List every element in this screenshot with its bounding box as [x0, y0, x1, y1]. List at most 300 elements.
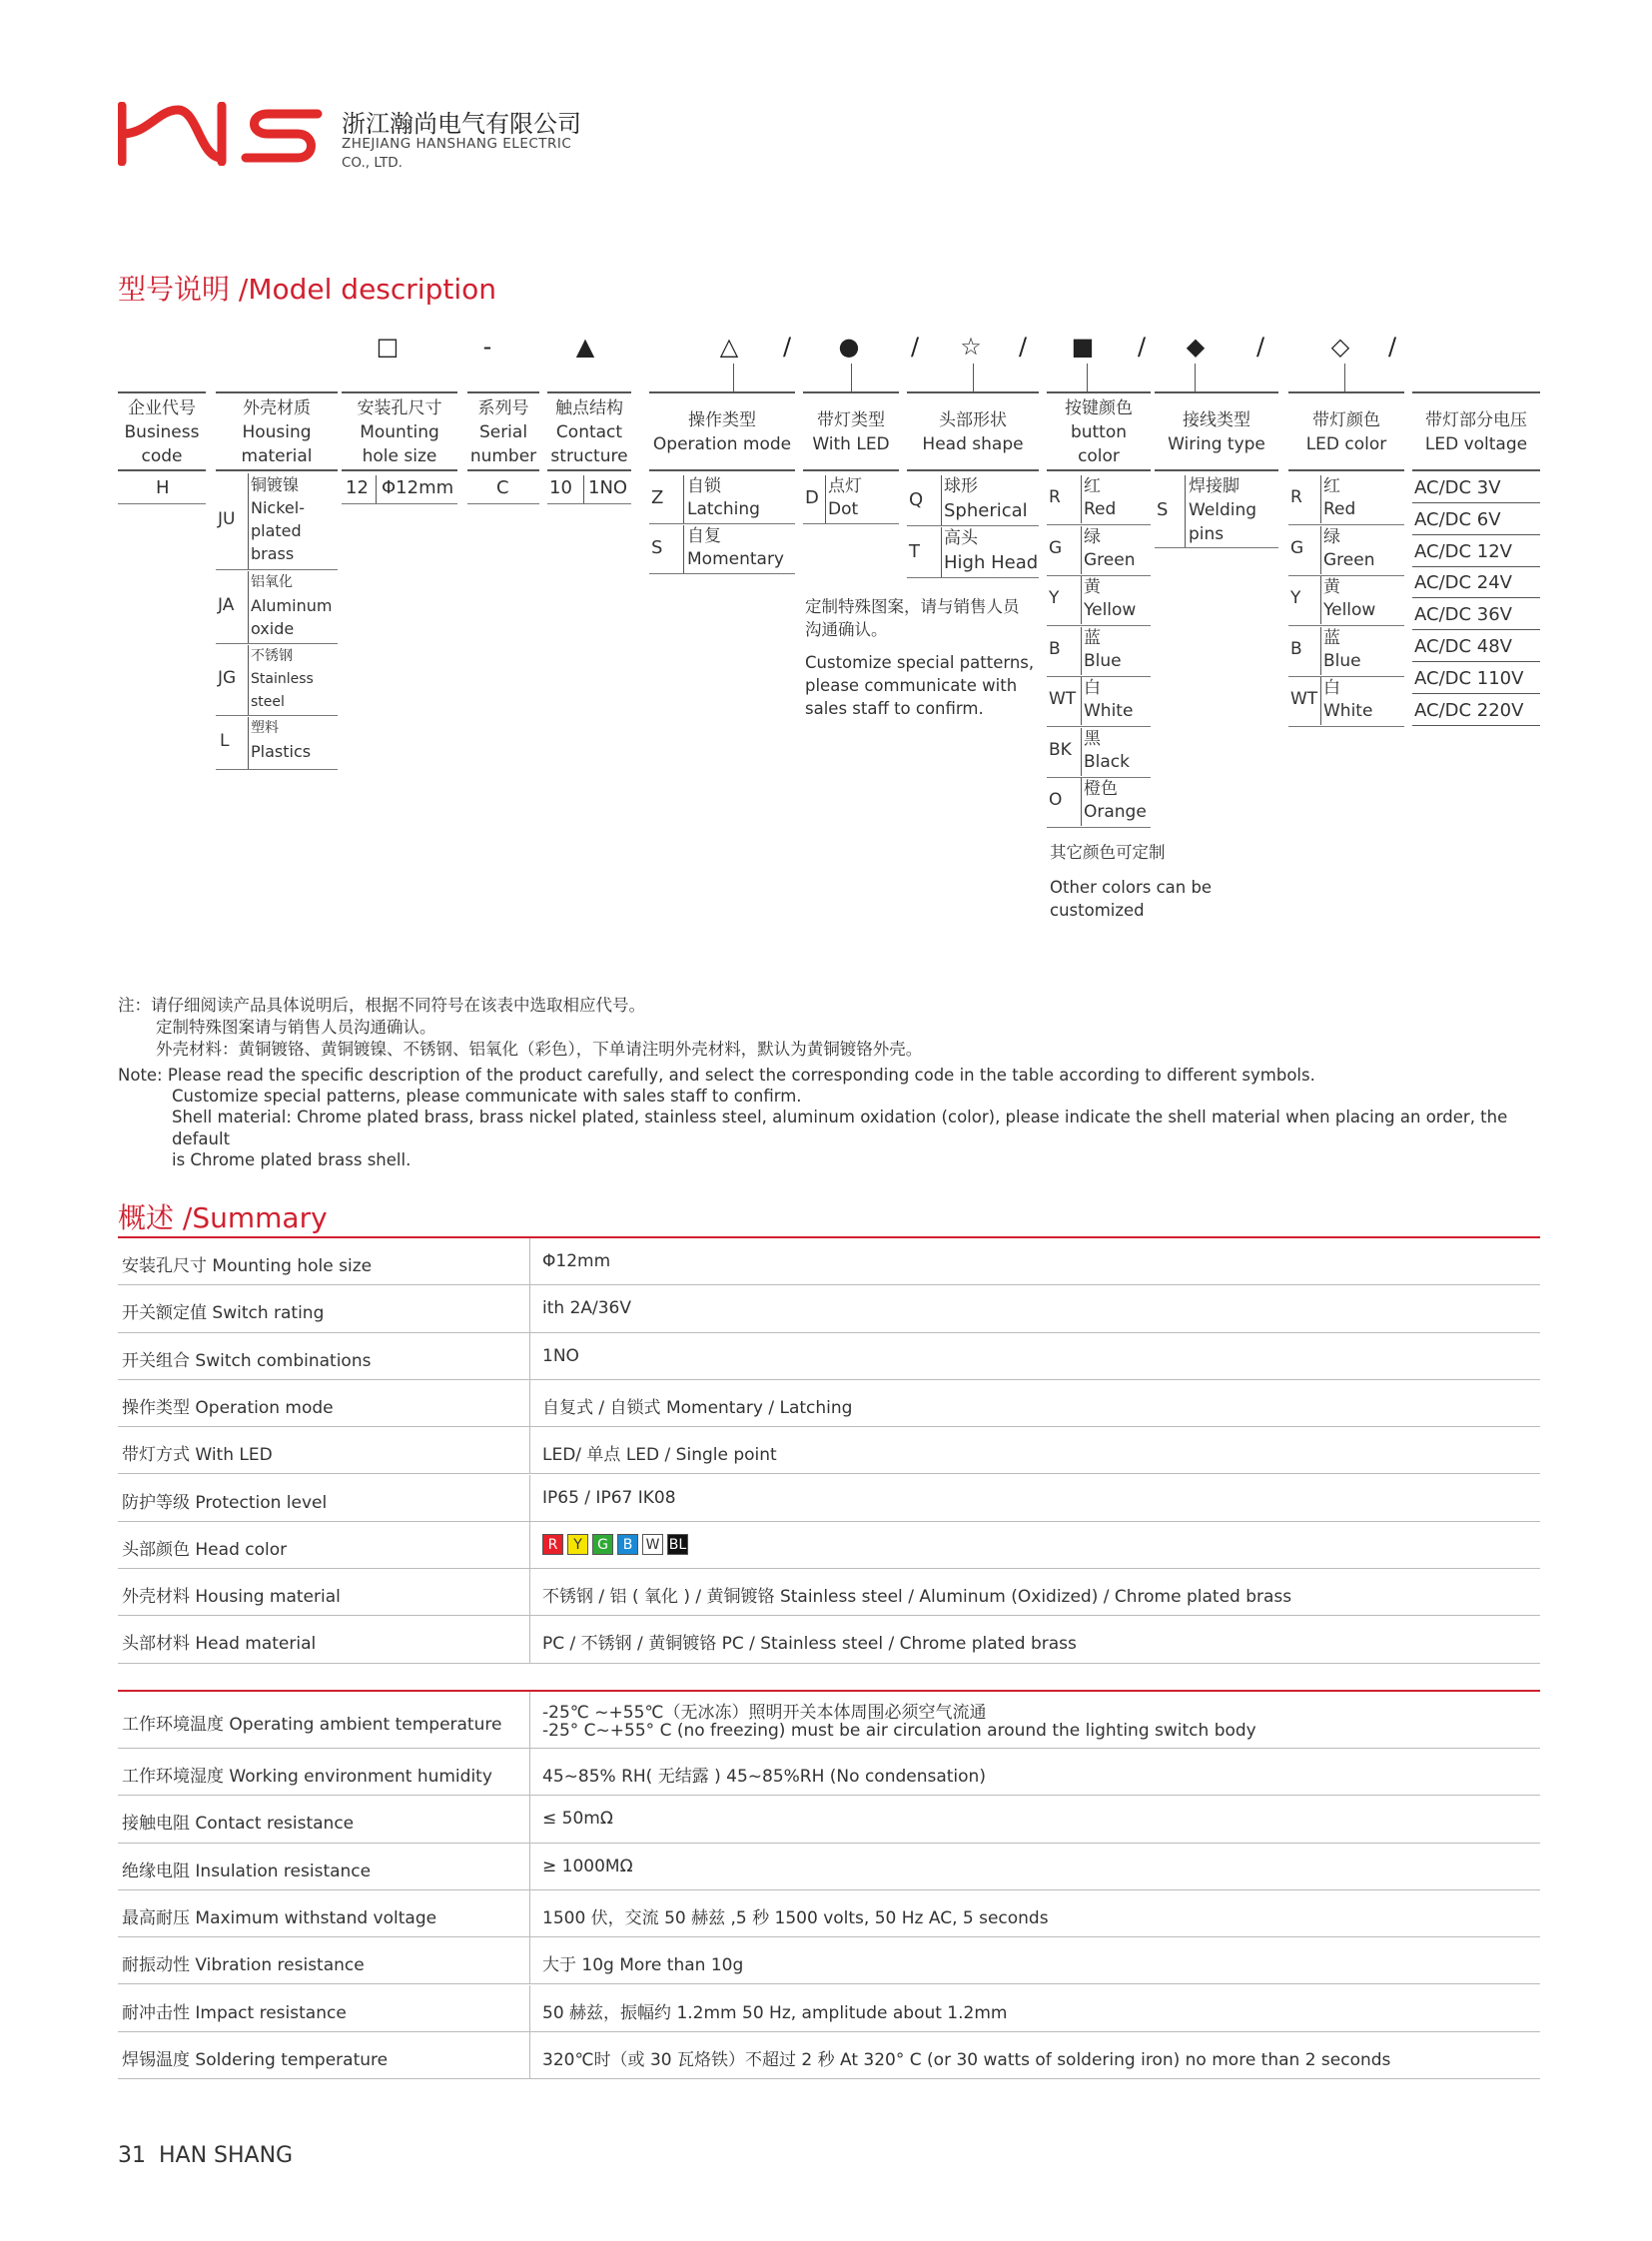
- summary-column-divider: [529, 1616, 530, 1662]
- column-header-en-1: Contact: [555, 422, 623, 442]
- column-header: [901, 408, 1045, 456]
- head-color-swatch: B: [617, 1534, 638, 1555]
- summary-row: [118, 1890, 1540, 1937]
- housing-label-line: 铝氧化: [251, 574, 293, 590]
- voltage-value: AC/DC 24V: [1414, 572, 1512, 594]
- summary-column-divider: [529, 1380, 530, 1426]
- color-rule: [1288, 676, 1404, 677]
- head-divider: [941, 527, 942, 577]
- page-number: 31: [118, 2143, 146, 2168]
- summary-section-title: 概述 /Summary: [118, 1201, 328, 1234]
- column-header-en-1: LED voltage: [1424, 434, 1528, 454]
- head-code: Q: [909, 489, 924, 510]
- column-header-cn: 操作类型: [688, 410, 756, 430]
- note-cn-3: 外壳材料：黄铜镀铬、黄铜镀镍、不锈钢、铝氧化（彩色），下单请注明外壳材料，默认为黄铜镀铬外壳。: [156, 1040, 923, 1059]
- note-en-4: is Chrome plated brass shell.: [172, 1150, 412, 1169]
- column-top-rule: [1412, 391, 1540, 393]
- summary-column-divider: [529, 1749, 530, 1795]
- summary-row: [118, 1844, 1540, 1890]
- column-bottom-rule: [118, 469, 206, 471]
- housing-label: [251, 717, 311, 763]
- summary-column-divider: [529, 1522, 530, 1568]
- summary-row: [118, 1522, 1540, 1569]
- summary-column-divider: [529, 1475, 530, 1521]
- model-symbol: ■: [1071, 333, 1095, 361]
- operation-cn: 自复: [687, 526, 721, 546]
- color-en: White: [1323, 701, 1373, 721]
- summary-value: 不锈钢 / 铝 ( 氧化 ) / 黄铜镀铬 Stainless steel / Aluminum (Oxidized) / Chrome plated brass: [542, 1587, 1292, 1608]
- column-header: [112, 396, 212, 468]
- summary-column-divider: [529, 1985, 530, 2031]
- color-divider: [1320, 677, 1321, 725]
- summary-value: IP65 / IP67 IK08: [542, 1487, 676, 1508]
- model-symbol: /: [782, 333, 792, 361]
- summary-value: ith 2A/36V: [542, 1298, 632, 1319]
- summary-value: Φ12mm: [542, 1251, 611, 1271]
- company-name-cn: 浙江瀚尚电气有限公司: [342, 110, 581, 138]
- color-divider: [1081, 677, 1082, 725]
- color-rule: [1288, 524, 1404, 525]
- housing-label-line: oxide: [251, 619, 295, 638]
- column-header-en-2: number: [469, 446, 537, 466]
- color-divider: [1081, 576, 1082, 624]
- housing-label-line: Nickel-: [251, 498, 305, 517]
- column-top-rule: [1288, 391, 1404, 393]
- head-cn: 高头: [944, 528, 978, 548]
- head-divider: [941, 475, 942, 525]
- housing-label-line: 不锈钢: [251, 648, 293, 664]
- voltage-rule: [1412, 566, 1540, 567]
- summary-key: 防护等级 Protection level: [122, 1492, 328, 1513]
- column-top-rule: [216, 391, 338, 393]
- housing-label-line: steel: [251, 694, 285, 710]
- column-header-en-2: material: [241, 446, 313, 466]
- voltage-value: AC/DC 12V: [1414, 540, 1512, 562]
- summary-row: [118, 2032, 1540, 2079]
- voltage-value: AC/DC 6V: [1414, 508, 1501, 530]
- housing-divider: [248, 473, 249, 569]
- column-header-en-2: color: [1078, 446, 1120, 466]
- head-rule: [907, 525, 1039, 526]
- column-header-en-2: hole size: [362, 446, 437, 466]
- column-bottom-rule: [803, 469, 899, 471]
- summary-row: [118, 1427, 1540, 1474]
- summary-row: [118, 1238, 1540, 1285]
- operation-cn: 自锁: [687, 476, 721, 496]
- column-header: [1041, 396, 1157, 468]
- column-bottom-rule: [649, 469, 795, 471]
- voltage-rule: [1412, 725, 1540, 726]
- summary-row: [118, 1937, 1540, 1984]
- color-code: R: [1049, 487, 1061, 507]
- summary-row: [118, 1569, 1540, 1616]
- column-header-cn: 安装孔尺寸: [357, 398, 442, 418]
- summary-key: 头部材料 Head material: [122, 1634, 317, 1655]
- color-code: G: [1049, 537, 1063, 558]
- symbol-connector: [1087, 364, 1088, 391]
- color-code: B: [1290, 638, 1302, 659]
- color-code: Y: [1049, 588, 1060, 608]
- summary-key: 开关组合 Switch combinations: [122, 1350, 372, 1371]
- note-en-3: Shell material: Chrome plated brass, brass nickel plated, stainless steel, aluminum oxidation (color), please indicate the shell material when placing an order, the default: [172, 1108, 1508, 1148]
- color-code: G: [1290, 537, 1304, 558]
- summary-key: 带灯方式 With LED: [122, 1445, 273, 1466]
- column-header-en-1: Operation mode: [652, 434, 792, 454]
- column-header-en-2: code: [141, 446, 183, 466]
- column-header-en-1: Wiring type: [1168, 434, 1265, 454]
- color-divider: [1320, 475, 1321, 523]
- housing-label: [251, 473, 305, 565]
- column-header-cn: 系列号: [477, 398, 529, 418]
- model-symbol: ◇: [1330, 333, 1350, 361]
- color-divider: [1320, 576, 1321, 624]
- color-en: Black: [1084, 751, 1130, 772]
- voltage-rule: [1412, 629, 1540, 630]
- color-rule: [1047, 827, 1151, 828]
- summary-value-line-1: -25℃ ~+55℃（无冰冻）照明开关本体周围必须空气流通: [542, 1703, 987, 1723]
- column-header-cn: 触点结构: [555, 398, 623, 418]
- column-bottom-rule: [342, 469, 457, 471]
- color-en: Blue: [1084, 650, 1122, 671]
- head-color-swatch: Y: [567, 1534, 588, 1555]
- summary-value-line-2: -25° C~+55° C (no freezing) must be air circulation around the lighting switch body: [542, 1721, 1256, 1741]
- notes-block: [118, 995, 1546, 1170]
- summary-column-divider: [529, 1285, 530, 1331]
- color-divider: [1081, 728, 1082, 776]
- head-en: Spherical: [944, 500, 1028, 521]
- voltage-rule: [1412, 693, 1540, 694]
- color-cn: 黄: [1323, 577, 1340, 597]
- summary-value: 45~85% RH( 无结露 ) 45~85%RH (No condensation): [542, 1767, 986, 1787]
- note-cn-2: 定制特殊图案请与销售人员沟通确认。: [156, 1018, 436, 1037]
- summary-key: 工作环境湿度 Working environment humidity: [122, 1767, 492, 1787]
- other-colors-en-1: Other colors can be: [1050, 878, 1213, 897]
- housing-row-rule: [216, 769, 338, 770]
- symbol-connector: [973, 364, 974, 391]
- color-en: Blue: [1323, 650, 1361, 671]
- head-color-swatch: W: [642, 1534, 663, 1555]
- summary-value: LED/ 单点 LED / Single point: [542, 1445, 777, 1466]
- summary-key: 头部颜色 Head color: [122, 1539, 288, 1560]
- housing-label: [251, 645, 314, 714]
- summary-column-divider: [529, 1844, 530, 1889]
- summary-key: 绝缘电阻 Insulation resistance: [122, 1861, 372, 1881]
- operation-divider: [683, 525, 684, 573]
- hole-value: Φ12mm: [382, 477, 454, 498]
- wiring-code: S: [1157, 499, 1169, 520]
- custom-note-cn-1: 定制特殊图案，请与销售人员: [805, 597, 1020, 616]
- color-en: Yellow: [1323, 600, 1376, 620]
- model-symbol: /: [1137, 333, 1147, 361]
- housing-row-rule: [216, 569, 338, 570]
- led-type-cn: 点灯: [828, 476, 862, 496]
- voltage-value: AC/DC 48V: [1414, 636, 1512, 657]
- color-cn: 红: [1323, 476, 1340, 496]
- color-cn: 橙色: [1084, 779, 1118, 799]
- note-en-1: Note: Please read the specific description of the product carefully, and select the corresponding code in the table according to different symbols.: [118, 1066, 1315, 1085]
- housing-row-rule: [216, 643, 338, 644]
- color-en: Orange: [1084, 802, 1147, 822]
- voltage-value: AC/DC 220V: [1414, 699, 1524, 721]
- housing-label: [251, 571, 332, 640]
- summary-key: 操作类型 Operation mode: [122, 1397, 334, 1418]
- summary-column-divider: [529, 1937, 530, 1983]
- color-en: Red: [1084, 499, 1117, 519]
- column-header: [336, 396, 463, 468]
- column-bottom-rule: [547, 469, 631, 471]
- summary-key: 耐冲击性 Impact resistance: [122, 2002, 347, 2023]
- color-cn: 绿: [1323, 526, 1340, 547]
- column-header-en-1: Mounting: [360, 422, 439, 442]
- housing-label-line: Stainless: [251, 671, 314, 687]
- summary-row: [118, 1475, 1540, 1522]
- operation-rule: [649, 573, 795, 574]
- housing-label-line: brass: [251, 544, 295, 563]
- head-color-swatch: G: [592, 1534, 613, 1555]
- model-symbol: -: [482, 333, 492, 361]
- summary-value: 大于 10g More than 10g: [542, 1955, 744, 1976]
- color-divider: [1081, 475, 1082, 523]
- color-cn: 红: [1084, 476, 1101, 496]
- summary-column-divider: [529, 1569, 530, 1615]
- column-bottom-rule: [1288, 469, 1404, 471]
- model-symbol: /: [910, 333, 920, 361]
- housing-label-line: 铜镀镍: [251, 475, 300, 494]
- model-symbol: ▲: [575, 333, 595, 361]
- column-header-cn: 外壳材质: [243, 398, 311, 418]
- summary-row-temperature: [118, 1692, 1540, 1749]
- column-header: [210, 396, 344, 468]
- column-header-en-1: Housing: [242, 422, 312, 442]
- column-bottom-rule: [1155, 469, 1278, 471]
- summary-column-divider: [529, 1238, 530, 1284]
- column-top-rule: [547, 391, 631, 393]
- summary-key: 焊锡温度 Soldering temperature: [122, 2049, 389, 2070]
- column-header-en-1: LED color: [1305, 434, 1387, 454]
- column-bottom-rule: [1047, 469, 1151, 471]
- housing-label-line: 塑料: [251, 720, 279, 736]
- column-header-cn: 带灯颜色: [1312, 410, 1380, 430]
- head-rule: [907, 577, 1039, 578]
- voltage-value: AC/DC 36V: [1414, 604, 1512, 626]
- column-header: [1406, 408, 1546, 456]
- other-colors-note: [1050, 841, 1212, 922]
- column-top-rule: [907, 391, 1039, 393]
- operation-en: Momentary: [687, 549, 784, 569]
- column-header-cn: 带灯部分电压: [1425, 410, 1527, 430]
- column-header-en-1: button: [1070, 422, 1128, 442]
- summary-value: 50 赫兹，振幅约 1.2mm 50 Hz, amplitude about 1.2mm: [542, 2002, 1008, 2023]
- model-symbol: /: [1255, 333, 1265, 361]
- column-top-rule: [342, 391, 457, 393]
- symbol-connector: [733, 364, 734, 391]
- column-top-rule: [649, 391, 795, 393]
- column-top-rule: [1155, 391, 1278, 393]
- symbol-connector: [1344, 364, 1345, 391]
- color-divider: [1081, 627, 1082, 675]
- summary-value: 320℃时（或 30 瓦烙铁）不超过 2 秒 At 320° C (or 30 watts of soldering iron) no more than 2 seconds: [542, 2049, 1391, 2070]
- summary-key: 开关额定值 Switch rating: [122, 1303, 325, 1324]
- housing-code: JU: [218, 509, 236, 529]
- color-cn: 黑: [1084, 728, 1101, 749]
- led-type-code: D: [805, 487, 819, 508]
- color-cn: 白: [1323, 678, 1340, 698]
- summary-value: 1500 伏，交流 50 赫兹 ,5 秒 1500 volts, 50 Hz AC, 5 seconds: [542, 1907, 1049, 1928]
- color-cn: 白: [1084, 678, 1101, 698]
- column-bottom-rule: [907, 469, 1039, 471]
- serial-code: C: [496, 477, 509, 498]
- color-cn: 蓝: [1084, 627, 1101, 648]
- color-divider: [1320, 526, 1321, 574]
- custom-note-cn-2: 沟通确认。: [805, 620, 888, 639]
- business-code: H: [156, 477, 170, 498]
- housing-divider: [248, 645, 249, 715]
- model-section-title: 型号说明 /Model description: [118, 273, 496, 306]
- head-color-swatch: R: [542, 1534, 563, 1555]
- column-header-cn: 带灯类型: [817, 410, 885, 430]
- summary-row: [118, 1380, 1540, 1427]
- color-code: WT: [1049, 689, 1077, 709]
- operation-divider: [683, 475, 684, 523]
- custom-note-en-3: sales staff to confirm.: [805, 699, 984, 718]
- summary-value: ≤ 50mΩ: [542, 1809, 613, 1830]
- head-code: T: [909, 541, 920, 562]
- housing-label-line: Aluminum: [251, 596, 333, 615]
- summary-column-divider: [529, 1796, 530, 1842]
- housing-code: JA: [218, 595, 235, 615]
- color-en: White: [1084, 701, 1134, 721]
- summary-row: [118, 1285, 1540, 1332]
- symbol-connector: [851, 364, 852, 391]
- summary-value: ≥ 1000MΩ: [542, 1856, 633, 1876]
- housing-divider: [248, 717, 249, 769]
- color-code: O: [1049, 790, 1063, 810]
- model-symbol: /: [1018, 333, 1028, 361]
- column-header-cn: 接线类型: [1183, 410, 1250, 430]
- model-symbol: ●: [838, 333, 860, 361]
- housing-label-line: Plastics: [251, 742, 312, 761]
- column-bottom-rule: [1412, 469, 1540, 471]
- column-top-rule: [467, 391, 539, 393]
- column-bottom-rule: [216, 469, 338, 471]
- color-divider: [1081, 526, 1082, 574]
- summary-key: 安装孔尺寸 Mounting hole size: [122, 1256, 373, 1276]
- model-symbol: □: [376, 333, 400, 361]
- model-symbol: △: [719, 333, 739, 361]
- operation-code: S: [651, 537, 663, 558]
- model-symbol: ☆: [960, 333, 982, 361]
- color-divider: [1320, 627, 1321, 675]
- color-rule: [1288, 625, 1404, 626]
- column-bottom-rule: [467, 469, 539, 471]
- color-rule: [1288, 726, 1404, 727]
- summary-row: [118, 1796, 1540, 1843]
- column-top-rule: [803, 391, 899, 393]
- summary-row: [118, 1333, 1540, 1380]
- led-type-en: Dot: [828, 499, 859, 519]
- company-logo: [118, 102, 328, 166]
- voltage-rule: [1412, 502, 1540, 503]
- column-top-rule: [1047, 391, 1151, 393]
- color-cn: 黄: [1084, 577, 1101, 597]
- footer-brand: HAN SHANG: [159, 2143, 294, 2168]
- wiring-en-1: Welding: [1189, 500, 1257, 520]
- column-header-cn: 企业代号: [128, 398, 196, 418]
- column-header: [1149, 408, 1284, 456]
- color-cn: 蓝: [1323, 627, 1340, 648]
- summary-column-divider: [529, 1890, 530, 1936]
- color-divider: [1081, 778, 1082, 826]
- summary-row: [118, 1749, 1540, 1796]
- contact-code: 10: [549, 477, 572, 498]
- summary-column-divider: [529, 1427, 530, 1473]
- other-colors-cn: 其它颜色可定制: [1050, 843, 1166, 862]
- column-header-en-1: With LED: [812, 434, 890, 454]
- operation-en: Latching: [687, 499, 760, 519]
- wiring-cn: 焊接脚: [1189, 476, 1239, 496]
- note-cn-1: 注：请仔细阅读产品具体说明后，根据不同符号在该表中选取相应代号。: [118, 996, 645, 1015]
- summary-value: 自复式 / 自锁式 Momentary / Latching: [542, 1397, 853, 1418]
- summary-key: 接触电阻 Contact resistance: [122, 1814, 355, 1835]
- column-top-rule: [118, 391, 206, 393]
- voltage-rule: [1412, 661, 1540, 662]
- column-header-en-2: structure: [550, 446, 628, 466]
- column-header: [643, 408, 801, 456]
- logo-mark: [118, 102, 328, 166]
- column-header-en-1: Business: [124, 422, 200, 442]
- note-en-2: Customize special patterns, please communicate with sales staff to confirm.: [172, 1087, 802, 1106]
- color-en: Green: [1323, 549, 1375, 570]
- column-header: [797, 408, 905, 456]
- summary-value: 1NO: [542, 1345, 579, 1366]
- summary-value: PC / 不锈钢 / 黄铜镀铬 PC / Stainless steel / Chrome plated brass: [542, 1634, 1077, 1655]
- model-symbol: /: [1387, 333, 1397, 361]
- column-header-en-1: Head shape: [922, 434, 1024, 454]
- summary-row: [118, 1985, 1540, 2032]
- housing-code: JG: [218, 668, 237, 688]
- voltage-value: AC/DC 110V: [1414, 667, 1524, 689]
- summary-key: 工作环境温度 Operating ambient temperature: [122, 1715, 502, 1735]
- symbol-connector: [1195, 364, 1196, 391]
- head-cn: 球形: [944, 476, 978, 496]
- wiring-en-2: pins: [1189, 524, 1225, 544]
- custom-note-en-2: please communicate with: [805, 676, 1018, 695]
- voltage-rule: [1412, 534, 1540, 535]
- voltage-rule: [1412, 597, 1540, 598]
- housing-label-line: plated: [251, 521, 302, 540]
- color-en: Red: [1323, 499, 1356, 519]
- voltage-value: AC/DC 3V: [1414, 477, 1501, 498]
- summary-column-divider: [529, 1333, 530, 1379]
- page-footer: [118, 2143, 293, 2168]
- head-en: High Head: [944, 552, 1039, 573]
- summary-row: [118, 1616, 1540, 1663]
- summary-key: 最高耐压 Maximum withstand voltage: [122, 1907, 437, 1928]
- housing-code: L: [220, 731, 230, 751]
- color-en: Green: [1084, 549, 1136, 570]
- color-code: BK: [1049, 739, 1072, 760]
- custom-note-en-1: Customize special patterns,: [805, 653, 1035, 672]
- color-cn: 绿: [1084, 526, 1101, 547]
- custom-pattern-note: [805, 595, 1034, 720]
- contact-value: 1NO: [588, 477, 628, 498]
- housing-divider: [248, 571, 249, 643]
- operation-rule: [649, 523, 795, 524]
- column-header-cn: 头部形状: [939, 410, 1007, 430]
- hole-code: 12: [346, 477, 369, 498]
- column-header: [541, 396, 637, 468]
- operation-code: Z: [651, 487, 664, 508]
